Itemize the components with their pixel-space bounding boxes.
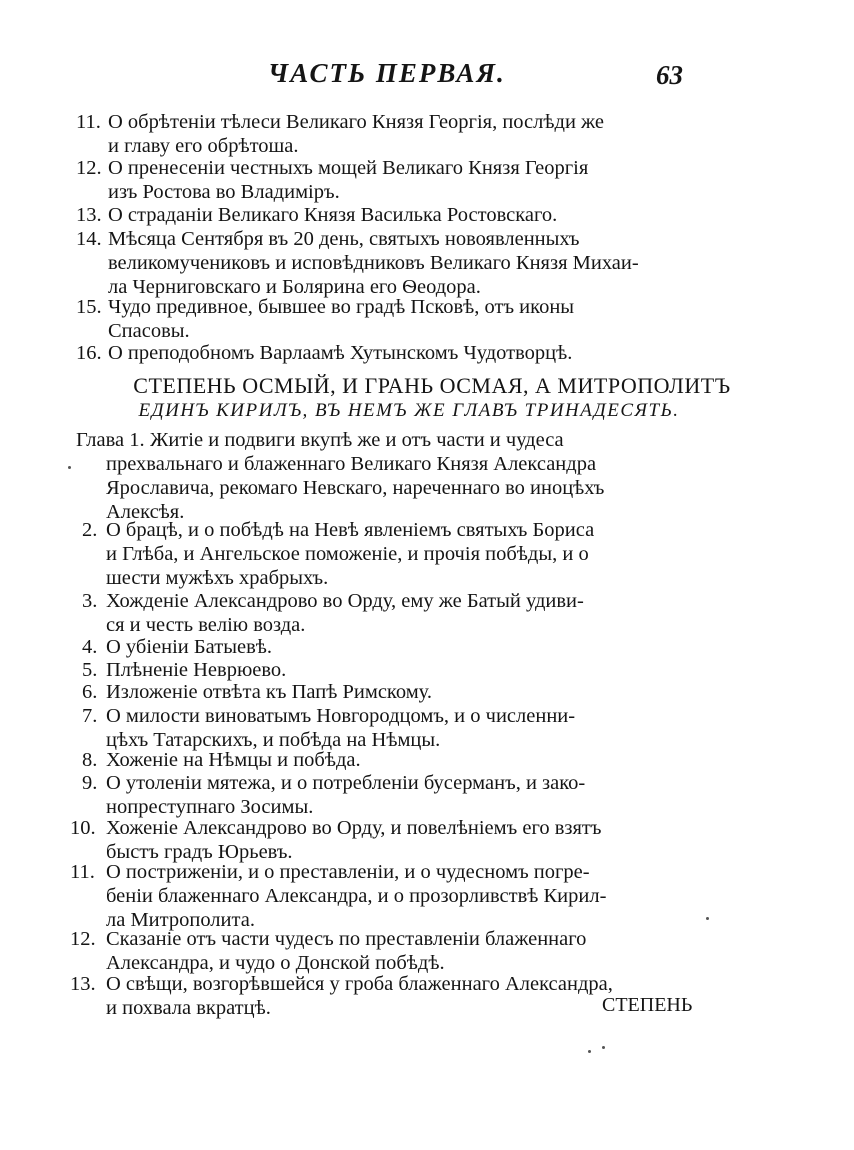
entry-number: 8. (82, 749, 98, 771)
toc-entry-chapter-7 (82, 704, 575, 752)
entry-number: Глава 1. (76, 429, 145, 451)
entry-number: 13. (76, 204, 102, 226)
entry-text: великомучениковъ и исповѣдниковъ Великаго Князя Михаи- (108, 252, 639, 274)
entry-number: 5. (82, 659, 98, 681)
entry-text: и главу его обрѣтоша. (108, 135, 299, 157)
entry-number: 9. (82, 772, 98, 794)
entry-text: О постриженіи, и о преставленіи, и о чудесномъ погре- (106, 861, 590, 883)
section-heading-line-2: ЕДИНЪ КИРИЛЪ, ВЪ НЕМЪ ЖЕ ГЛАВЪ ТРИНАДЕСЯТЬ. (138, 400, 680, 421)
toc-entry-chapter-11 (70, 860, 606, 932)
entry-text: ла Митрополита. (106, 909, 255, 931)
entry-number: 15. (76, 296, 102, 318)
entry-text: и похвала вкратцѣ. (106, 997, 271, 1019)
entry-text: Чудо предивное, бывшее во градѣ Псковѣ, отъ иконы (108, 296, 575, 318)
entry-text: ся и честь велію возда. (106, 614, 306, 636)
running-head (0, 58, 854, 92)
entry-text: Плѣненіе Неврюево. (106, 659, 287, 681)
entry-number: 7. (82, 705, 98, 727)
catchword: СТЕПЕНЬ (602, 994, 693, 1016)
entry-text: О свѣщи, возгорѣвшейся у гроба блаженнаго Александра, (106, 973, 613, 995)
entry-text: нопреступнаго Зосимы. (106, 796, 314, 818)
ink-speck (68, 466, 71, 469)
entry-number: 6. (82, 681, 98, 703)
toc-entry-chapter-1 (76, 428, 604, 524)
ink-speck (602, 1046, 605, 1049)
toc-entry-chapter-5 (82, 658, 286, 682)
toc-entry-chapter-4 (82, 635, 272, 659)
entry-text: Хоженіе на Нѣмцы и побѣда. (106, 749, 361, 771)
toc-entry-16 (76, 341, 572, 365)
entry-text: Алексѣя. (106, 501, 185, 523)
entry-text: Ярославича, рекомаго Невскаго, нареченнаго во иноцѣхъ (106, 477, 605, 499)
toc-entry-13 (76, 203, 557, 227)
toc-entry-chapter-3 (82, 589, 584, 637)
page-number: 63 (656, 60, 683, 90)
entry-text: беніи блаженнаго Александра, и о прозорливствѣ Кирил- (106, 885, 607, 907)
toc-entry-12 (76, 156, 588, 204)
entry-text: Изложеніе отвѣта къ Папѣ Римскому. (106, 681, 432, 703)
entry-text: О милости виноватымъ Новгородцомъ, и о численни- (106, 705, 576, 727)
entry-text: ла Черниговскаго и Болярина его Ѳеодора. (108, 276, 481, 298)
section-heading-line-1: СТЕПЕНЬ ОСМЫЙ, И ГРАНЬ ОСМАЯ, А МИТРОПОЛИТЪ (133, 373, 731, 398)
entry-text: О пренесеніи честныхъ мощей Великаго Князя Георгія (108, 157, 589, 179)
entry-text: О преподобномъ Варлаамѣ Хутынскомъ Чудотворцѣ. (108, 342, 573, 364)
toc-entry-chapter-6 (82, 680, 432, 704)
entry-text: и Глѣба, и Ангельское поможеніе, и прочія побѣды, и о (106, 543, 589, 565)
entry-number: 4. (82, 636, 98, 658)
entry-number: 11. (76, 111, 101, 133)
entry-number: 12. (70, 928, 96, 950)
toc-entry-chapter-10 (70, 816, 602, 864)
entry-number: 11. (70, 861, 95, 883)
entry-text: изъ Ростова во Владиміръ. (108, 181, 340, 203)
entry-number: 14. (76, 228, 102, 250)
entry-text: Житіе и подвиги вкупѣ же и отъ части и чудеса (150, 429, 564, 451)
ink-speck (588, 1050, 591, 1053)
entry-number: 16. (76, 342, 102, 364)
toc-entry-11 (76, 110, 604, 158)
entry-text: О убіеніи Батыевѣ. (106, 636, 273, 658)
entry-number: 2. (82, 519, 98, 541)
entry-text: Александра, и чудо о Донской побѣдѣ. (106, 952, 445, 974)
entry-number: 10. (70, 817, 96, 839)
toc-entry-chapter-9 (82, 771, 585, 819)
entry-text: прехвальнаго и блаженнаго Великаго Князя Александра (106, 453, 597, 475)
entry-text: Сказаніе отъ части чудесъ по преставленіи блаженнаго (106, 928, 587, 950)
toc-entry-chapter-13 (70, 972, 613, 1020)
entry-number: 12. (76, 157, 102, 179)
running-title: ЧАСТЬ ПЕРВАЯ. (268, 58, 506, 88)
toc-entry-chapter-8 (82, 748, 361, 772)
entry-text: Хоженіе Александрово во Орду, и повелѣніемъ его взятъ (106, 817, 602, 839)
toc-entry-14 (76, 227, 639, 299)
entry-text: О страданіи Великаго Князя Василька Ростовскаго. (108, 204, 558, 226)
entry-text: Хожденіе Александрово во Орду, ему же Батый удиви- (106, 590, 584, 612)
entry-number: 3. (82, 590, 98, 612)
toc-entry-15 (76, 295, 574, 343)
toc-entry-chapter-2 (82, 518, 594, 590)
entry-text: быстъ градъ Юрьевъ. (106, 841, 293, 863)
toc-entry-chapter-12 (70, 927, 586, 975)
entry-text: О брацѣ, и о побѣдѣ на Невѣ явленіемъ святыхъ Бориса (106, 519, 595, 541)
entry-text: О обрѣтеніи тѣлеси Великаго Князя Георгія, послѣди же (108, 111, 605, 133)
entry-text: Спасовы. (108, 320, 190, 342)
entry-text: Мѣсяца Сентября въ 20 день, святыхъ новоявленныхъ (108, 228, 580, 250)
entry-text: цѣхъ Татарскихъ, и побѣда на Нѣмцы. (106, 729, 441, 751)
entry-number: 13. (70, 973, 96, 995)
entry-text: О утоленіи мятежа, и о потребленіи бусерманъ, и зако- (106, 772, 586, 794)
entry-text: шести мужѣхъ храбрыхъ. (106, 567, 329, 589)
ink-speck (706, 917, 709, 920)
